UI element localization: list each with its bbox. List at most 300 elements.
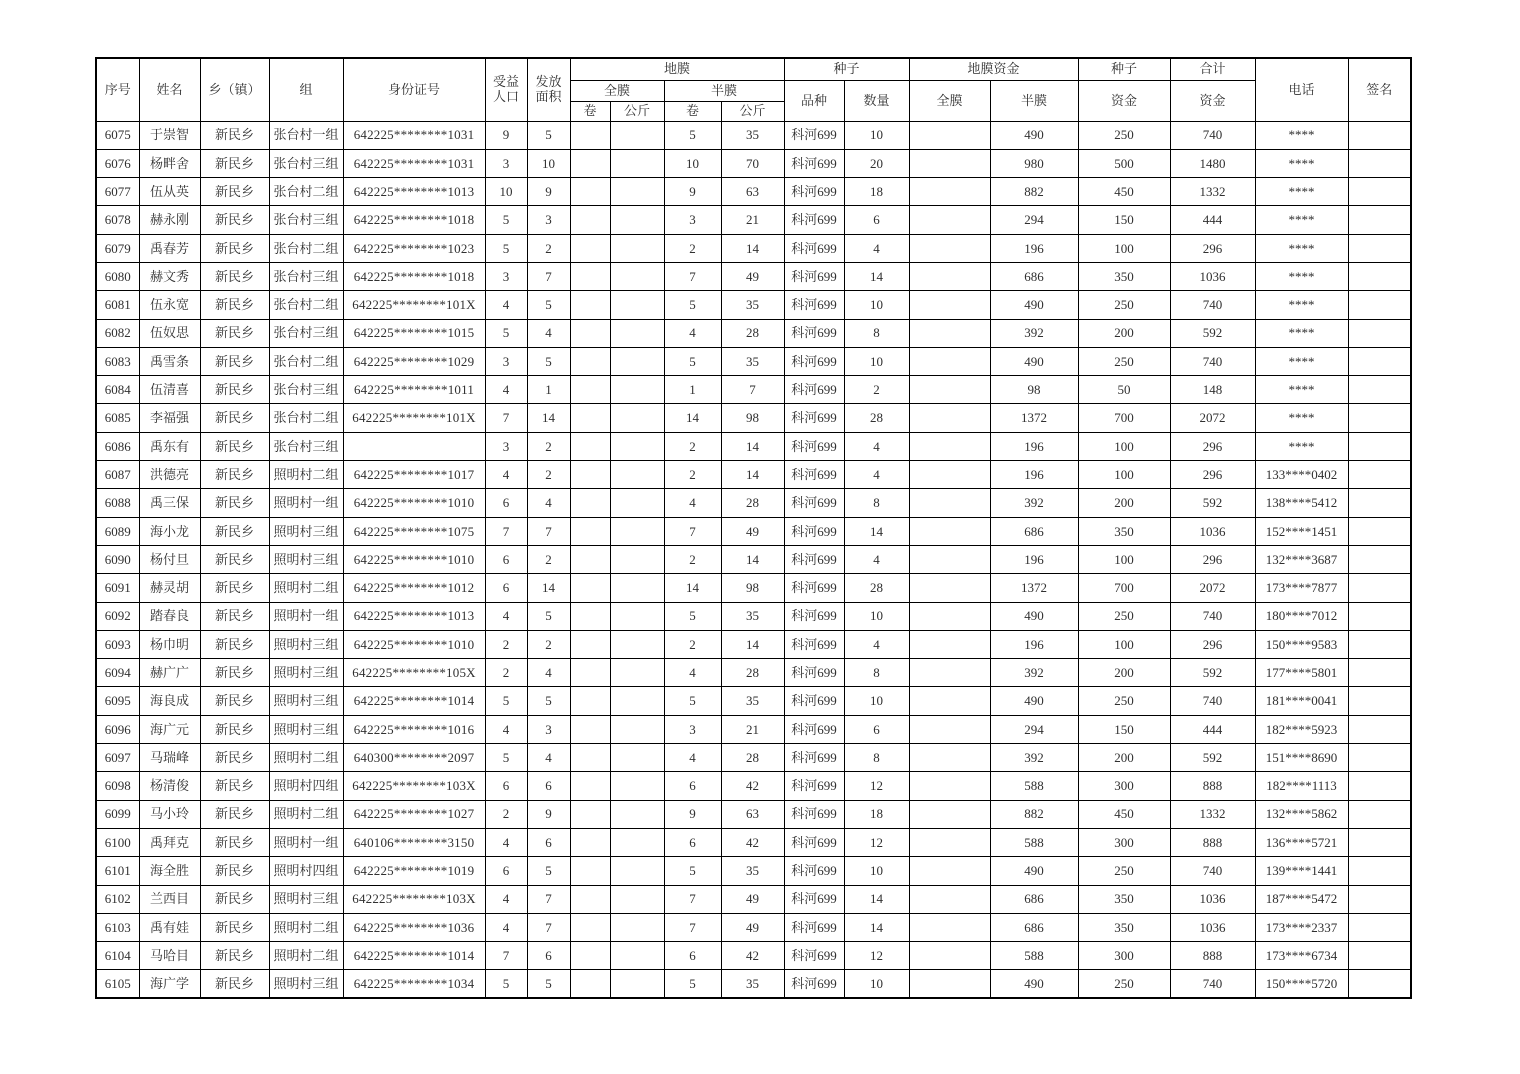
cell-signature (1348, 376, 1411, 404)
cell-seed-quantity: 8 (844, 744, 909, 772)
cell-fund-full-film (909, 234, 990, 262)
cell-serial: 6088 (96, 489, 139, 517)
cell-seed-variety: 科河699 (784, 489, 844, 517)
cell-fund-half-film: 882 (990, 178, 1078, 206)
cell-signature (1348, 178, 1411, 206)
cell-township: 新民乡 (200, 347, 269, 375)
cell-full-film-roll (570, 291, 610, 319)
cell-beneficiary-pop: 3 (485, 149, 527, 177)
cell-phone: 150****9583 (1255, 630, 1348, 658)
cell-full-film-roll (570, 715, 610, 743)
cell-seed-quantity: 8 (844, 659, 909, 687)
table-row (96, 913, 1411, 941)
col-header-total-bottom: 资金 (1170, 80, 1255, 121)
cell-seed-variety: 科河699 (784, 234, 844, 262)
cell-half-film-roll: 4 (664, 319, 721, 347)
cell-id-number: 642225********105X (343, 659, 485, 687)
cell-phone: **** (1255, 432, 1348, 460)
cell-phone: **** (1255, 291, 1348, 319)
cell-half-film-roll: 2 (664, 630, 721, 658)
cell-serial: 6093 (96, 630, 139, 658)
cell-seed-fund: 100 (1078, 234, 1170, 262)
cell-issued-area: 5 (527, 857, 570, 885)
cell-signature (1348, 432, 1411, 460)
cell-township: 新民乡 (200, 828, 269, 856)
cell-half-film-kg: 98 (721, 404, 784, 432)
cell-seed-variety: 科河699 (784, 545, 844, 573)
cell-issued-area: 4 (527, 744, 570, 772)
beneficiary-pop-line1: 受益 (492, 73, 519, 89)
cell-full-film-kg (610, 121, 664, 149)
cell-total-fund: 740 (1170, 602, 1255, 630)
cell-phone: 132****3687 (1255, 545, 1348, 573)
cell-name: 海广元 (139, 715, 200, 743)
cell-full-film-roll (570, 234, 610, 262)
cell-signature (1348, 461, 1411, 489)
cell-group: 照明村二组 (269, 574, 343, 602)
cell-issued-area: 2 (527, 234, 570, 262)
cell-total-fund: 296 (1170, 461, 1255, 489)
cell-total-fund: 1332 (1170, 800, 1255, 828)
cell-township: 新民乡 (200, 121, 269, 149)
cell-serial: 6104 (96, 942, 139, 970)
cell-issued-area: 3 (527, 715, 570, 743)
cell-beneficiary-pop: 4 (485, 461, 527, 489)
col-group-half-film: 半膜 (664, 80, 784, 101)
cell-fund-half-film: 196 (990, 432, 1078, 460)
cell-name: 禹拜克 (139, 828, 200, 856)
cell-beneficiary-pop: 4 (485, 828, 527, 856)
cell-group: 张台村二组 (269, 291, 343, 319)
cell-name: 杨巾明 (139, 630, 200, 658)
cell-group: 照明村三组 (269, 659, 343, 687)
col-header-total-top: 合计 (1170, 58, 1255, 80)
cell-full-film-roll (570, 659, 610, 687)
cell-half-film-kg: 14 (721, 545, 784, 573)
cell-fund-half-film: 490 (990, 970, 1078, 998)
cell-id-number: 642225********101X (343, 404, 485, 432)
cell-seed-quantity: 14 (844, 517, 909, 545)
cell-half-film-kg: 28 (721, 319, 784, 347)
cell-full-film-roll (570, 602, 610, 630)
cell-township: 新民乡 (200, 489, 269, 517)
cell-id-number: 642225********1018 (343, 206, 485, 234)
cell-seed-fund: 200 (1078, 489, 1170, 517)
cell-total-fund: 296 (1170, 432, 1255, 460)
cell-half-film-roll: 14 (664, 574, 721, 602)
cell-full-film-roll (570, 970, 610, 998)
subsidy-roster-table (95, 57, 1412, 999)
cell-group: 照明村三组 (269, 630, 343, 658)
cell-id-number: 642225********1036 (343, 913, 485, 941)
cell-seed-variety: 科河699 (784, 574, 844, 602)
cell-full-film-kg (610, 800, 664, 828)
cell-seed-variety: 科河699 (784, 857, 844, 885)
cell-serial: 6096 (96, 715, 139, 743)
cell-full-film-roll (570, 489, 610, 517)
cell-id-number: 642225********1015 (343, 319, 485, 347)
cell-serial: 6102 (96, 885, 139, 913)
cell-beneficiary-pop: 4 (485, 376, 527, 404)
cell-full-film-kg (610, 744, 664, 772)
cell-half-film-roll: 10 (664, 149, 721, 177)
table-row (96, 319, 1411, 347)
cell-full-film-roll (570, 121, 610, 149)
cell-seed-fund: 300 (1078, 942, 1170, 970)
cell-seed-fund: 200 (1078, 744, 1170, 772)
cell-fund-half-film: 196 (990, 461, 1078, 489)
cell-id-number: 642225********1013 (343, 178, 485, 206)
cell-half-film-roll: 4 (664, 744, 721, 772)
cell-id-number: 642225********1010 (343, 489, 485, 517)
cell-seed-variety: 科河699 (784, 800, 844, 828)
cell-signature (1348, 319, 1411, 347)
cell-group: 照明村四组 (269, 772, 343, 800)
cell-half-film-kg: 35 (721, 121, 784, 149)
cell-total-fund: 740 (1170, 687, 1255, 715)
cell-full-film-roll (570, 630, 610, 658)
cell-name: 禹东有 (139, 432, 200, 460)
cell-half-film-kg: 70 (721, 149, 784, 177)
cell-fund-full-film (909, 545, 990, 573)
cell-seed-quantity: 10 (844, 687, 909, 715)
col-group-seed: 种子 (784, 58, 909, 80)
cell-half-film-kg: 35 (721, 970, 784, 998)
cell-phone: 138****5412 (1255, 489, 1348, 517)
cell-full-film-kg (610, 772, 664, 800)
cell-fund-half-film: 490 (990, 602, 1078, 630)
cell-seed-quantity: 6 (844, 206, 909, 234)
cell-fund-half-film: 294 (990, 206, 1078, 234)
cell-township: 新民乡 (200, 178, 269, 206)
cell-township: 新民乡 (200, 234, 269, 262)
cell-beneficiary-pop: 10 (485, 178, 527, 206)
cell-full-film-roll (570, 574, 610, 602)
cell-total-fund: 296 (1170, 234, 1255, 262)
cell-fund-half-film: 588 (990, 942, 1078, 970)
cell-phone: 173****2337 (1255, 913, 1348, 941)
cell-seed-quantity: 10 (844, 347, 909, 375)
cell-township: 新民乡 (200, 545, 269, 573)
cell-id-number: 642225********1010 (343, 545, 485, 573)
cell-phone: 173****7877 (1255, 574, 1348, 602)
cell-seed-quantity: 28 (844, 404, 909, 432)
cell-name: 赫灵胡 (139, 574, 200, 602)
cell-seed-quantity: 10 (844, 857, 909, 885)
cell-seed-quantity: 10 (844, 121, 909, 149)
cell-half-film-roll: 7 (664, 517, 721, 545)
cell-name: 杨付旦 (139, 545, 200, 573)
cell-name: 禹三保 (139, 489, 200, 517)
cell-phone: 150****5720 (1255, 970, 1348, 998)
cell-name: 李福强 (139, 404, 200, 432)
cell-full-film-kg (610, 602, 664, 630)
cell-seed-variety: 科河699 (784, 517, 844, 545)
cell-fund-half-film: 392 (990, 744, 1078, 772)
cell-serial: 6087 (96, 461, 139, 489)
cell-fund-full-film (909, 800, 990, 828)
table-row (96, 772, 1411, 800)
cell-seed-quantity: 14 (844, 885, 909, 913)
cell-seed-fund: 250 (1078, 687, 1170, 715)
cell-issued-area: 5 (527, 347, 570, 375)
cell-half-film-roll: 6 (664, 772, 721, 800)
cell-half-film-roll: 5 (664, 347, 721, 375)
cell-group: 照明村二组 (269, 461, 343, 489)
cell-half-film-kg: 98 (721, 574, 784, 602)
cell-seed-quantity: 2 (844, 376, 909, 404)
cell-beneficiary-pop: 9 (485, 121, 527, 149)
cell-name: 杨畔舍 (139, 149, 200, 177)
cell-phone: 133****0402 (1255, 461, 1348, 489)
cell-half-film-kg: 35 (721, 602, 784, 630)
cell-fund-half-film: 980 (990, 149, 1078, 177)
cell-group: 照明村三组 (269, 970, 343, 998)
cell-fund-full-film (909, 376, 990, 404)
cell-fund-half-film: 490 (990, 347, 1078, 375)
cell-full-film-roll (570, 461, 610, 489)
cell-group: 照明村一组 (269, 489, 343, 517)
cell-full-film-roll (570, 376, 610, 404)
cell-seed-fund: 500 (1078, 149, 1170, 177)
cell-issued-area: 3 (527, 206, 570, 234)
cell-seed-quantity: 4 (844, 432, 909, 460)
cell-issued-area: 5 (527, 602, 570, 630)
table-row (96, 404, 1411, 432)
cell-issued-area: 5 (527, 970, 570, 998)
cell-signature (1348, 687, 1411, 715)
cell-fund-half-film: 686 (990, 517, 1078, 545)
cell-seed-quantity: 4 (844, 630, 909, 658)
cell-half-film-kg: 35 (721, 347, 784, 375)
cell-full-film-roll (570, 857, 610, 885)
cell-serial: 6090 (96, 545, 139, 573)
cell-beneficiary-pop: 2 (485, 630, 527, 658)
cell-half-film-kg: 14 (721, 234, 784, 262)
cell-full-film-roll (570, 545, 610, 573)
cell-half-film-roll: 5 (664, 291, 721, 319)
cell-seed-fund: 100 (1078, 545, 1170, 573)
col-header-name: 姓名 (139, 58, 200, 121)
cell-signature (1348, 659, 1411, 687)
cell-fund-half-film: 196 (990, 545, 1078, 573)
cell-name: 洪德亮 (139, 461, 200, 489)
cell-half-film-kg: 28 (721, 489, 784, 517)
cell-full-film-kg (610, 489, 664, 517)
cell-name: 马瑞峰 (139, 744, 200, 772)
cell-half-film-roll: 6 (664, 942, 721, 970)
cell-id-number: 640106********3150 (343, 828, 485, 856)
cell-beneficiary-pop: 4 (485, 715, 527, 743)
cell-township: 新民乡 (200, 687, 269, 715)
cell-full-film-roll (570, 800, 610, 828)
cell-total-fund: 592 (1170, 319, 1255, 347)
cell-beneficiary-pop: 2 (485, 800, 527, 828)
cell-issued-area: 6 (527, 772, 570, 800)
cell-half-film-kg: 7 (721, 376, 784, 404)
col-header-id-number: 身份证号 (343, 58, 485, 121)
cell-phone: **** (1255, 319, 1348, 347)
cell-total-fund: 1332 (1170, 178, 1255, 206)
cell-total-fund: 444 (1170, 715, 1255, 743)
cell-id-number: 642225********1017 (343, 461, 485, 489)
cell-half-film-roll: 5 (664, 121, 721, 149)
cell-township: 新民乡 (200, 970, 269, 998)
cell-seed-variety: 科河699 (784, 291, 844, 319)
cell-full-film-kg (610, 432, 664, 460)
cell-fund-half-film: 686 (990, 262, 1078, 290)
cell-serial: 6097 (96, 744, 139, 772)
cell-signature (1348, 857, 1411, 885)
cell-id-number: 642225********1029 (343, 347, 485, 375)
cell-signature (1348, 828, 1411, 856)
cell-fund-full-film (909, 772, 990, 800)
cell-issued-area: 5 (527, 687, 570, 715)
cell-total-fund: 592 (1170, 744, 1255, 772)
cell-seed-quantity: 4 (844, 461, 909, 489)
cell-fund-half-film: 686 (990, 913, 1078, 941)
cell-half-film-roll: 2 (664, 234, 721, 262)
cell-seed-quantity: 18 (844, 178, 909, 206)
cell-group: 照明村三组 (269, 517, 343, 545)
cell-serial: 6089 (96, 517, 139, 545)
table-row (96, 545, 1411, 573)
cell-issued-area: 2 (527, 461, 570, 489)
cell-phone: 182****5923 (1255, 715, 1348, 743)
cell-full-film-roll (570, 319, 610, 347)
cell-beneficiary-pop: 6 (485, 489, 527, 517)
cell-half-film-roll: 7 (664, 262, 721, 290)
cell-name: 赫广广 (139, 659, 200, 687)
cell-half-film-roll: 9 (664, 800, 721, 828)
issued-area-line1: 发放 (535, 73, 562, 89)
table-row (96, 206, 1411, 234)
cell-beneficiary-pop: 6 (485, 545, 527, 573)
cell-seed-quantity: 4 (844, 545, 909, 573)
table-row (96, 262, 1411, 290)
cell-full-film-kg (610, 234, 664, 262)
cell-seed-variety: 科河699 (784, 347, 844, 375)
cell-issued-area: 14 (527, 574, 570, 602)
cell-seed-variety: 科河699 (784, 744, 844, 772)
cell-fund-full-film (909, 602, 990, 630)
cell-beneficiary-pop: 5 (485, 206, 527, 234)
table-row (96, 291, 1411, 319)
cell-group: 照明村三组 (269, 885, 343, 913)
cell-half-film-kg: 28 (721, 659, 784, 687)
cell-fund-full-film (909, 206, 990, 234)
table-row (96, 234, 1411, 262)
cell-total-fund: 740 (1170, 291, 1255, 319)
cell-township: 新民乡 (200, 291, 269, 319)
cell-seed-fund: 450 (1078, 178, 1170, 206)
cell-seed-quantity: 10 (844, 291, 909, 319)
cell-full-film-kg (610, 630, 664, 658)
cell-seed-fund: 350 (1078, 517, 1170, 545)
col-header-serial: 序号 (96, 58, 139, 121)
table-row (96, 574, 1411, 602)
cell-issued-area: 1 (527, 376, 570, 404)
cell-fund-full-film (909, 885, 990, 913)
cell-half-film-roll: 2 (664, 461, 721, 489)
cell-beneficiary-pop: 7 (485, 517, 527, 545)
cell-total-fund: 740 (1170, 347, 1255, 375)
cell-fund-half-film: 490 (990, 687, 1078, 715)
cell-full-film-kg (610, 970, 664, 998)
cell-township: 新民乡 (200, 461, 269, 489)
cell-full-film-kg (610, 376, 664, 404)
cell-phone: 152****1451 (1255, 517, 1348, 545)
cell-full-film-roll (570, 772, 610, 800)
cell-fund-full-film (909, 404, 990, 432)
cell-fund-full-film (909, 262, 990, 290)
cell-beneficiary-pop: 4 (485, 885, 527, 913)
cell-township: 新民乡 (200, 574, 269, 602)
cell-issued-area: 7 (527, 913, 570, 941)
cell-group: 张台村三组 (269, 206, 343, 234)
cell-name: 海广学 (139, 970, 200, 998)
table-row (96, 602, 1411, 630)
cell-seed-quantity: 10 (844, 602, 909, 630)
cell-fund-full-film (909, 347, 990, 375)
cell-full-film-kg (610, 291, 664, 319)
cell-phone: **** (1255, 404, 1348, 432)
cell-phone: 180****7012 (1255, 602, 1348, 630)
cell-seed-quantity: 20 (844, 149, 909, 177)
cell-signature (1348, 404, 1411, 432)
cell-half-film-kg: 21 (721, 206, 784, 234)
cell-half-film-roll: 4 (664, 489, 721, 517)
cell-half-film-kg: 14 (721, 630, 784, 658)
cell-group: 照明村二组 (269, 913, 343, 941)
cell-id-number: 642225********1016 (343, 715, 485, 743)
cell-beneficiary-pop: 5 (485, 970, 527, 998)
cell-group: 张台村三组 (269, 432, 343, 460)
cell-full-film-kg (610, 347, 664, 375)
cell-serial: 6101 (96, 857, 139, 885)
cell-serial: 6075 (96, 121, 139, 149)
cell-group: 照明村三组 (269, 715, 343, 743)
cell-seed-fund: 150 (1078, 715, 1170, 743)
cell-half-film-roll: 2 (664, 545, 721, 573)
col-header-issued-area (527, 58, 570, 121)
cell-full-film-roll (570, 828, 610, 856)
col-header-fund-full-film: 全膜 (909, 80, 990, 121)
cell-seed-variety: 科河699 (784, 602, 844, 630)
cell-fund-half-film: 588 (990, 828, 1078, 856)
table-row (96, 347, 1411, 375)
cell-beneficiary-pop: 3 (485, 262, 527, 290)
cell-beneficiary-pop: 5 (485, 744, 527, 772)
cell-beneficiary-pop: 2 (485, 659, 527, 687)
cell-full-film-roll (570, 178, 610, 206)
cell-half-film-roll: 5 (664, 857, 721, 885)
table-row (96, 885, 1411, 913)
cell-fund-half-film: 392 (990, 319, 1078, 347)
col-header-full-kg: 公斤 (610, 101, 664, 121)
cell-full-film-kg (610, 545, 664, 573)
cell-seed-variety: 科河699 (784, 687, 844, 715)
cell-signature (1348, 121, 1411, 149)
cell-phone: 177****5801 (1255, 659, 1348, 687)
cell-group: 张台村三组 (269, 262, 343, 290)
cell-full-film-kg (610, 178, 664, 206)
cell-township: 新民乡 (200, 149, 269, 177)
cell-township: 新民乡 (200, 319, 269, 347)
cell-serial: 6094 (96, 659, 139, 687)
cell-full-film-kg (610, 461, 664, 489)
cell-id-number (343, 432, 485, 460)
